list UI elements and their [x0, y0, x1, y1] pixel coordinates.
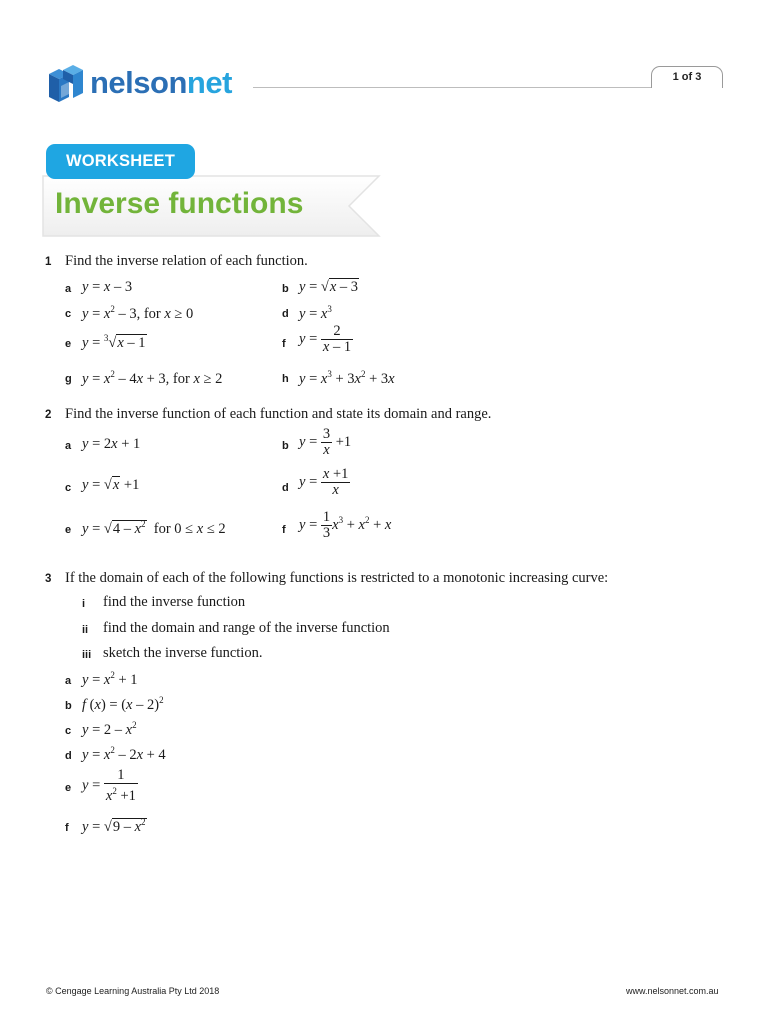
q2-expr-c: y = √x +1: [82, 477, 140, 493]
q2-label-e: e: [65, 524, 72, 536]
q2-expr-d: y = $\frac{x +1}{x}$: [299, 466, 349, 498]
q3-sub-item-iii: sketch the inverse function.: [103, 645, 263, 661]
q1-label-c: c: [65, 308, 72, 320]
q1-label-b: b: [282, 283, 289, 295]
q2-text: Find the inverse function of each function and state its domain and range.: [65, 406, 492, 422]
q2-number: 2: [45, 409, 52, 421]
q2-expr-b: y = $\frac{3}{x}$ +1: [299, 426, 352, 458]
logo-wordmark-net: net: [186, 65, 232, 100]
q2-label-b: b: [282, 440, 289, 452]
worksheet-tag: WORKSHEET: [46, 144, 195, 179]
q2-label-d: d: [282, 482, 289, 494]
q2-expr-f: y = $\frac{1}{3}$ $x^3 + x^2 + x$: [299, 509, 392, 541]
q3-expr-b: f (x) = (x – 2)$^2$: [82, 695, 164, 713]
footer-website-link[interactable]: www.nelsonnet.com.au: [626, 986, 719, 996]
q3-expr-c: $y = 2 - x^2$: [82, 720, 137, 738]
logo-wordmark: [90, 63, 232, 103]
q3-expr-f: $y = √9 - x^2$: [82, 817, 146, 835]
q1-expr-h: $y = x^3 + 3x^2 + 3x$: [299, 369, 395, 387]
q1-expr-c: $y = x^2 - 3$, for x ≥ 0: [82, 304, 194, 322]
q3-text: If the domain of each of the following functions is restricted to a monotonic increasing curve:: [65, 570, 609, 586]
q1-label-f: f: [282, 338, 286, 350]
q3-label-c: c: [65, 725, 72, 737]
footer-copyright: © Cengage Learning Australia Pty Ltd 2018: [46, 986, 220, 996]
q2-expr-a: y = 2x + 1: [82, 436, 141, 452]
q1-expr-g: $y = x^2 - 4x + 3$, for x ≥ 2: [82, 369, 223, 387]
q1-expr-e: y = $^3$√x – 1: [82, 333, 146, 351]
q3-number: 3: [45, 573, 52, 585]
page-indicator: 1 of 3: [651, 66, 723, 88]
q3-label-d: d: [65, 750, 72, 762]
page-title: Inverse functions: [55, 187, 304, 220]
q1-expr-b: y = √x – 3: [299, 279, 359, 295]
q3-expr-d: $y = x^2 - 2x + 4$: [82, 745, 166, 763]
q2-expr-e: $y = √4 - x^2$ for 0 ≤ x ≤ 2: [82, 519, 226, 537]
q3-expr-e: y = $\frac{1}{x^2 +1}$: [82, 767, 136, 804]
q1-label-h: h: [282, 373, 289, 385]
q1-number: 1: [45, 256, 52, 268]
q3-sub-label-iii: iii: [82, 649, 92, 661]
q2-label-a: a: [65, 440, 72, 452]
q1-expr-a: y = x – 3: [82, 279, 133, 295]
q3-sub-item-i: find the inverse function: [103, 594, 246, 610]
q2-label-c: c: [65, 482, 72, 494]
q1-label-a: a: [65, 283, 72, 295]
nelsonnet-logo-icon: [45, 64, 87, 106]
logo-wordmark-nelson: nelson: [90, 65, 187, 100]
q3-sub-label-ii: ii: [82, 624, 89, 636]
q3-sub-label-i: i: [82, 598, 86, 610]
q1-text: Find the inverse relation of each function.: [65, 253, 308, 269]
q1-label-g: g: [65, 373, 72, 385]
q3-label-a: a: [65, 675, 72, 687]
q3-label-f: f: [65, 822, 69, 834]
q1-label-e: e: [65, 338, 72, 350]
q1-expr-f: y = $\frac{2}{x - 1}$: [299, 323, 352, 355]
q1-label-d: d: [282, 308, 289, 320]
q2-label-f: f: [282, 524, 286, 536]
q3-label-e: e: [65, 782, 72, 794]
q1-expr-d: $y = x^3$: [299, 304, 332, 322]
q3-expr-a: $y = x^2 + 1$: [82, 670, 138, 688]
q3-label-b: b: [65, 700, 72, 712]
q3-sub-item-ii: find the domain and range of the inverse function: [103, 620, 390, 636]
